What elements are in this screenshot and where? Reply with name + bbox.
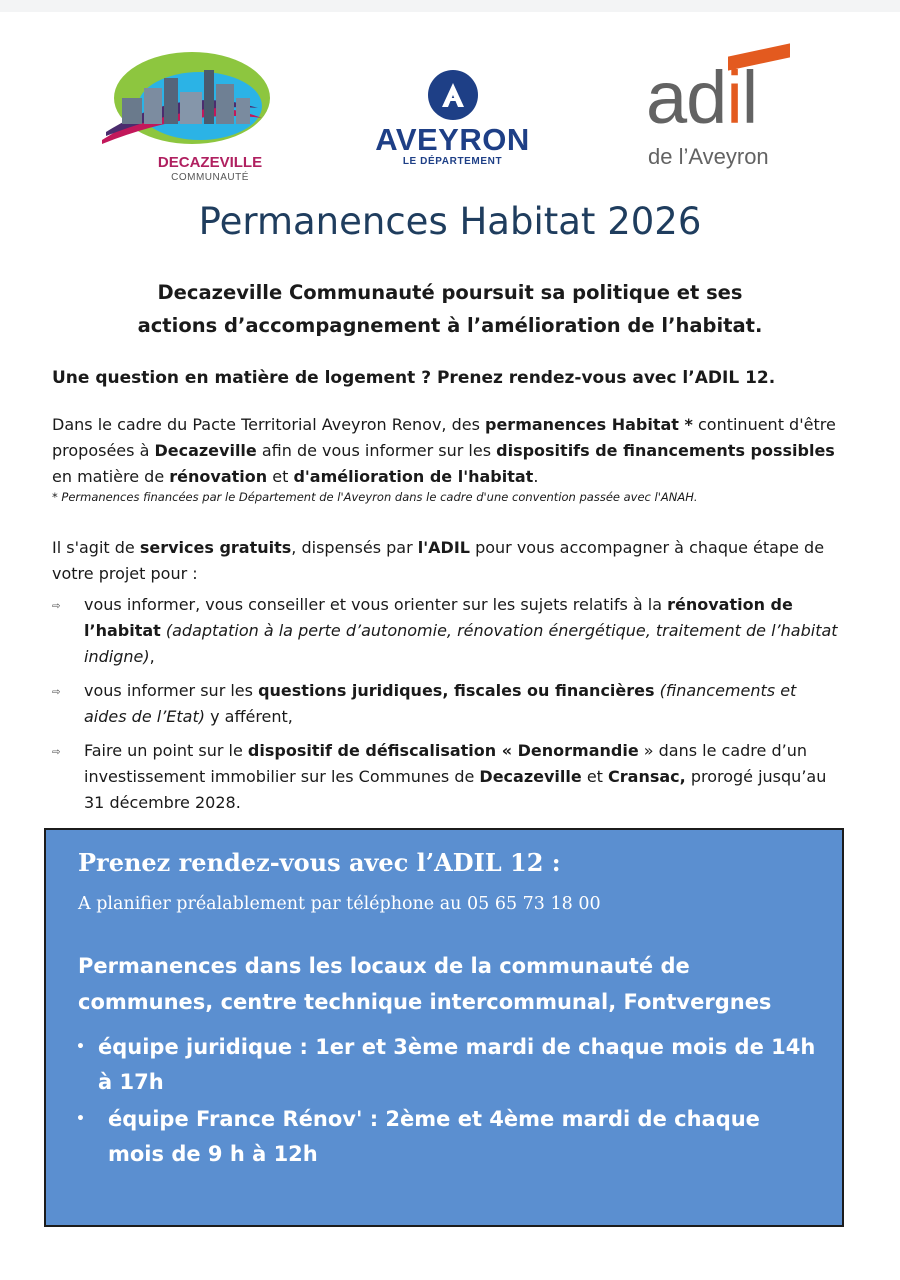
page-title: Permanences Habitat 2026 <box>198 200 702 243</box>
adil-logo-sub: de l’Aveyron <box>648 144 769 169</box>
arrow-icon: ⇨ <box>52 687 61 698</box>
decazeville-emblem-icon <box>82 48 282 158</box>
phone-text: A planifier préalablement par téléphone au 05 65 73 18 00 <box>78 894 601 914</box>
appointment-box <box>44 828 844 1227</box>
services-list <box>52 592 842 824</box>
decazeville-logo <box>82 48 282 198</box>
schedule-item: • équipe juridique : 1er et 3ème mardi de chaque mois de 14h à 17h <box>78 1030 818 1100</box>
subtitle: Decazeville Communauté poursuit sa politique et ses actions d’accompagnement à l’amélioration de l’habitat. <box>137 281 763 337</box>
list-item: ⇨ vous informer, vous conseiller et vous orienter sur les sujets relatifs à la rénovation de l’habitat (adaptation à la perte d’autonomie, rénovation énergétique, traitement de l’habitat indigne), <box>52 595 838 666</box>
permanences-location: Permanences dans les locaux de la communauté de communes, centre technique intercommunal, Fontvergnes <box>78 954 772 1014</box>
decazeville-logo-name: DECAZEVILLE <box>157 154 263 171</box>
footnote: * Permanences financées par le Département de l'Aveyron dans le cadre d'une convention passée avec l'ANAH. <box>52 490 698 504</box>
bullet-dot-icon: • <box>76 1039 85 1055</box>
aveyron-logo-sub: LE DÉPARTEMENT <box>402 156 503 167</box>
decazeville-logo-sub: COMMUNAUTÉ <box>171 172 249 183</box>
question-heading: Une question en matière de logement ? Prenez rendez-vous avec l’ADIL 12. <box>52 368 776 388</box>
aveyron-a-icon <box>428 70 478 120</box>
list-item: ⇨ Faire un point sur le dispositif de défiscalisation « Denormandie » dans le cadre d’un investissement immobilier sur les Communes de Decazeville et Cransac, prorogé jusqu’au 31 décembre 2028. <box>52 741 827 812</box>
adil-logo-word: adil <box>646 56 758 139</box>
top-band <box>0 0 900 12</box>
arrow-icon: ⇨ <box>52 747 61 758</box>
intro-paragraph: Dans le cadre du Pacte Territorial Aveyron Renov, des permanences Habitat * continuent d'être proposées à Decazeville afin de vous informer sur les dispositifs de financements possibles en matière de rénovation et d'amélioration de l'habitat. <box>52 415 836 486</box>
services-paragraph: Il s'agit de services gratuits, dispensés par l'ADIL pour vous accompagner à chaque étape de votre projet pour : <box>52 538 825 583</box>
bullet-dot-icon: • <box>76 1111 85 1127</box>
aveyron-logo-name: AVEYRON <box>375 122 530 157</box>
aveyron-logo <box>365 70 540 180</box>
appointment-heading: Prenez rendez-vous avec l’ADIL 12 : <box>78 848 561 877</box>
schedule-item: • équipe France Rénov' : 2ème et 4ème mardi de chaque mois de 9 h à 12h <box>78 1102 818 1172</box>
list-item: ⇨ vous informer sur les questions juridiques, fiscales ou financières (financements et aides de l’Etat) y afférent, <box>52 681 797 726</box>
adil-logo <box>640 48 815 178</box>
arrow-icon: ⇨ <box>52 601 61 612</box>
schedule-list <box>78 1030 818 1174</box>
